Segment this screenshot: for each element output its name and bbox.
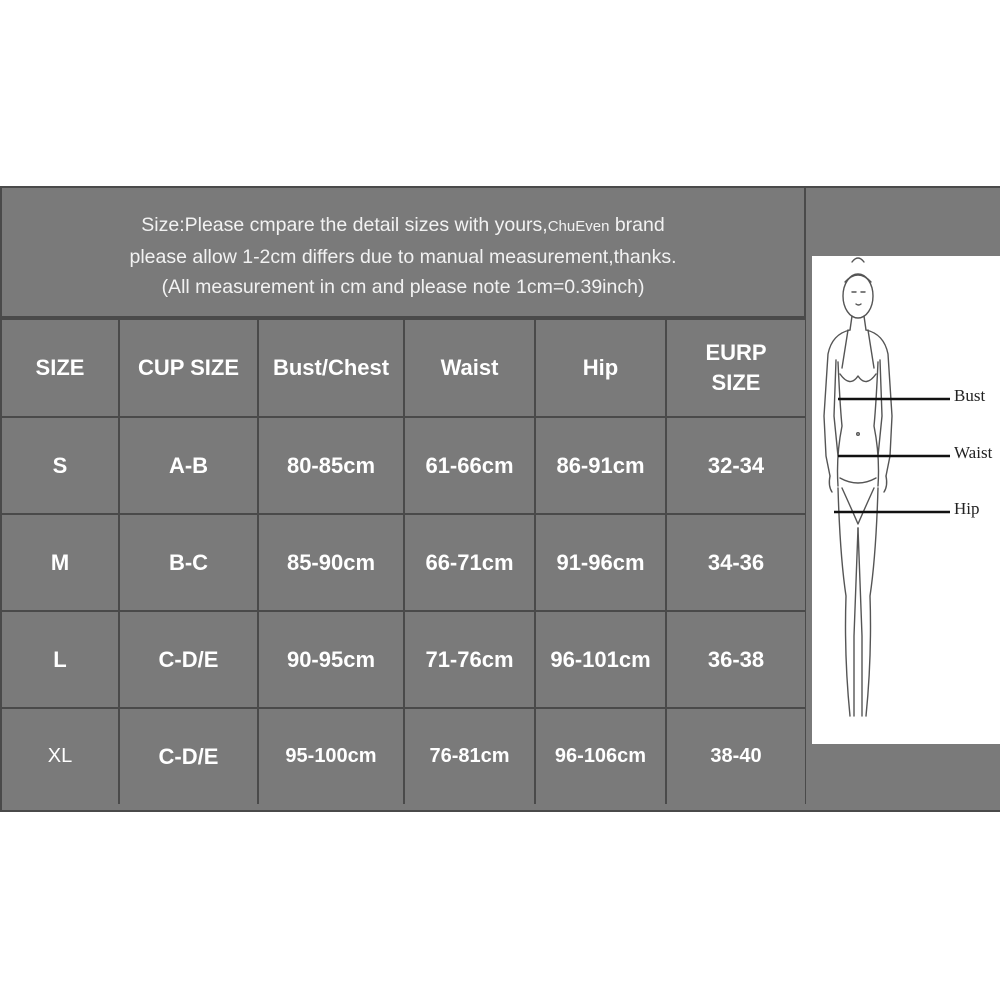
- note-line-3: (All measurement in cm and please note 1cm=0.39inch): [161, 276, 645, 298]
- header-size: SIZE: [2, 319, 119, 417]
- bust-label: Bust: [954, 386, 986, 405]
- header-eurp-size: [666, 319, 806, 417]
- cell-hip: 96-101cm: [535, 611, 666, 708]
- cell-size: XL: [2, 708, 119, 804]
- cell-size: S: [2, 417, 119, 514]
- figure-panel: [806, 188, 1000, 810]
- cell-hip: 86-91cm: [535, 417, 666, 514]
- note-line-1-prefix: Size:Please cmpare the detail sizes with yours,: [141, 214, 548, 236]
- table-header-row: [2, 319, 806, 417]
- hip-label: Hip: [954, 499, 980, 518]
- cell-bust: 80-85cm: [258, 417, 404, 514]
- cell-waist: 66-71cm: [404, 514, 535, 611]
- cell-hip: 91-96cm: [535, 514, 666, 611]
- note-line-1: [2, 210, 804, 242]
- cell-cup-size: C-D/E: [119, 708, 258, 804]
- table-row: [2, 417, 806, 514]
- header-eurp-line-2: SIZE: [711, 370, 761, 395]
- cell-bust: 85-90cm: [258, 514, 404, 611]
- table-row: [2, 514, 806, 611]
- size-chart: [0, 186, 1000, 812]
- cell-cup-size: A-B: [119, 417, 258, 514]
- header-waist: Waist: [404, 319, 535, 417]
- cell-eurp: 36-38: [666, 611, 806, 708]
- cell-size: M: [2, 514, 119, 611]
- size-note: [2, 188, 806, 318]
- body-measurement-figure: [812, 256, 1000, 744]
- table-row: [2, 708, 806, 804]
- note-line-1-suffix: brand: [609, 214, 665, 236]
- cell-waist: 71-76cm: [404, 611, 535, 708]
- cell-eurp: 32-34: [666, 417, 806, 514]
- header-hip: Hip: [535, 319, 666, 417]
- header-bust-chest: Bust/Chest: [258, 319, 404, 417]
- cell-cup-size: B-C: [119, 514, 258, 611]
- cell-eurp: 38-40: [666, 708, 806, 804]
- cell-waist: 61-66cm: [404, 417, 535, 514]
- table-row: [2, 611, 806, 708]
- cell-size: L: [2, 611, 119, 708]
- size-table: [2, 318, 807, 804]
- header-eurp-line-1: EURP: [705, 340, 767, 365]
- cell-cup-size: C-D/E: [119, 611, 258, 708]
- cell-eurp: 34-36: [666, 514, 806, 611]
- brand-name: ChuEven: [547, 218, 610, 235]
- cell-hip: 96-106cm: [535, 708, 666, 804]
- note-line-2: please allow 1-2cm differs due to manual measurement,thanks.: [129, 246, 677, 268]
- waist-label: Waist: [954, 443, 993, 462]
- cell-bust: 90-95cm: [258, 611, 404, 708]
- header-cup-size: CUP SIZE: [119, 319, 258, 417]
- cell-waist: 76-81cm: [404, 708, 535, 804]
- cell-bust: 95-100cm: [258, 708, 404, 804]
